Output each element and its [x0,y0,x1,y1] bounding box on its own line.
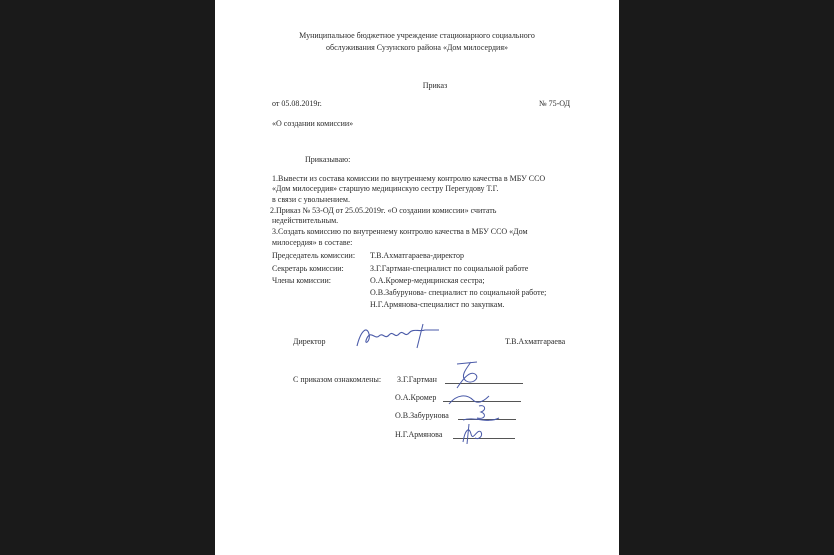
order-subject: «О создании комиссии» [272,119,354,128]
ack-name-3: О.В.Забурунова [395,411,449,420]
acknowledged-label: С приказом ознакомлены: [293,375,382,384]
signature-role: Директор [293,337,326,346]
item-3-line-2: милосердия» в составе: [272,238,353,247]
director-signature [353,320,443,352]
members-label: Члены комиссии: [272,276,331,285]
ack-name-1: З.Г.Гартман [397,375,437,384]
ack-name-4: Н.Г.Армянова [395,430,443,439]
member-2: О.В.Забурунова- специалист по социальной работе; [370,288,547,297]
item-1-line-2: «Дом милосердия» старшую медицинскую сестру Перегудову Т.Г. [272,184,499,193]
ack-signature-1 [451,360,491,392]
item-2-line-2: недействительным. [272,216,339,225]
ack-name-2: О.А.Кромер [395,393,437,402]
chair-value: Т.В.Ахматгараева-директор [370,251,464,260]
item-1-line-1: 1.Вывести из состава комиссии по внутреннему контролю качества в МБУ ССО [272,174,546,183]
order-number: № 75-ОД [539,99,571,108]
item-1-line-3: в связи с увольнением. [272,195,350,204]
item-2-line-1: 2.Приказ № 53-ОД от 25.05.2019г. «О создании комиссии» считать [270,206,497,215]
member-3: Н.Г.Армянова-специалист по закупкам. [370,300,505,309]
signature-name: Т.В.Ахматгараева [505,337,566,346]
item-3-line-1: 3.Создать комиссию по внутреннему контролю качества в МБУ ССО «Дом [272,227,528,236]
secretary-label: Секретарь комиссии: [272,264,344,273]
chair-label: Председатель комиссии: [272,251,356,260]
member-1: О.А.Кромер-медицинская сестра; [370,276,485,285]
order-word: Приказываю: [305,155,351,164]
order-date: от 05.08.2019г. [272,99,322,108]
org-name-line-2: обслуживания Сузунского района «Дом милосердия» [326,43,508,52]
doc-title: Приказ [422,81,448,90]
ack-signature-4 [455,422,495,446]
document-page [215,0,619,555]
org-name-line-1: Муниципальное бюджетное учреждение стационарного социального [299,31,535,40]
secretary-value: З.Г.Гартман-специалист по социальной работе [370,264,529,273]
